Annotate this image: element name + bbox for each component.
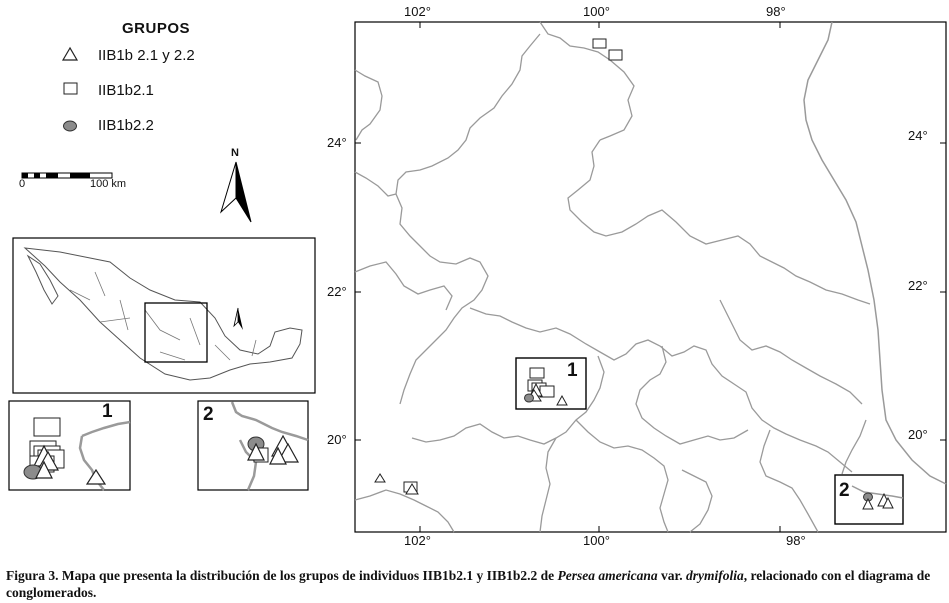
coord-top-98: 98° bbox=[766, 4, 786, 19]
main-box-1-number: 1 bbox=[567, 360, 578, 381]
scale-bar-end-label: 100 km bbox=[90, 178, 127, 190]
coord-bottom-102: 102° bbox=[404, 533, 431, 548]
legend-square-icon bbox=[64, 83, 77, 94]
inset-2 bbox=[198, 401, 308, 490]
mexico-overview-map bbox=[13, 238, 315, 393]
coord-bottom-98: 98° bbox=[786, 533, 806, 548]
main-box-2-number: 2 bbox=[839, 480, 850, 501]
inset-1-number: 1 bbox=[102, 401, 113, 422]
caption-part1: Figura 3. Mapa que presenta la distribución de los grupos de individuos IIB1b2.1 y IIB1b2.2 de bbox=[6, 568, 558, 583]
coord-top-102: 102° bbox=[404, 4, 431, 19]
inset-2-number: 2 bbox=[203, 404, 214, 425]
legend-circle-icon bbox=[64, 121, 77, 131]
legend-label-triangle: IIB1b 2.1 y 2.2 bbox=[98, 47, 195, 64]
figure-caption bbox=[6, 567, 946, 601]
coord-left-22: 22° bbox=[327, 284, 347, 299]
north-arrow-icon bbox=[221, 162, 251, 222]
north-arrow-label: N bbox=[231, 147, 239, 159]
legend-label-circle: IIB1b2.2 bbox=[98, 117, 154, 134]
caption-species: Persea americana bbox=[557, 568, 658, 583]
scale-bar-start-label: 0 bbox=[19, 178, 26, 190]
caption-variety: drymifolia bbox=[686, 568, 744, 583]
coord-right-24: 24° bbox=[908, 128, 928, 143]
coord-right-22: 22° bbox=[908, 278, 928, 293]
caption-part2: var. bbox=[657, 568, 687, 583]
coord-bottom-100: 100° bbox=[583, 533, 610, 548]
coord-left-24: 24° bbox=[327, 135, 347, 150]
main-study-map bbox=[355, 22, 946, 532]
scale-bar bbox=[22, 173, 112, 178]
coord-left-20: 20° bbox=[327, 432, 347, 447]
coord-top-100: 100° bbox=[583, 4, 610, 19]
legend-triangle-icon bbox=[63, 48, 77, 60]
coord-right-20: 20° bbox=[908, 427, 928, 442]
legend-label-square: IIB1b2.1 bbox=[98, 82, 154, 99]
caption-part3: , relacionado con el diagrama de conglomerados. bbox=[6, 568, 931, 600]
legend-title: GRUPOS bbox=[122, 20, 191, 37]
